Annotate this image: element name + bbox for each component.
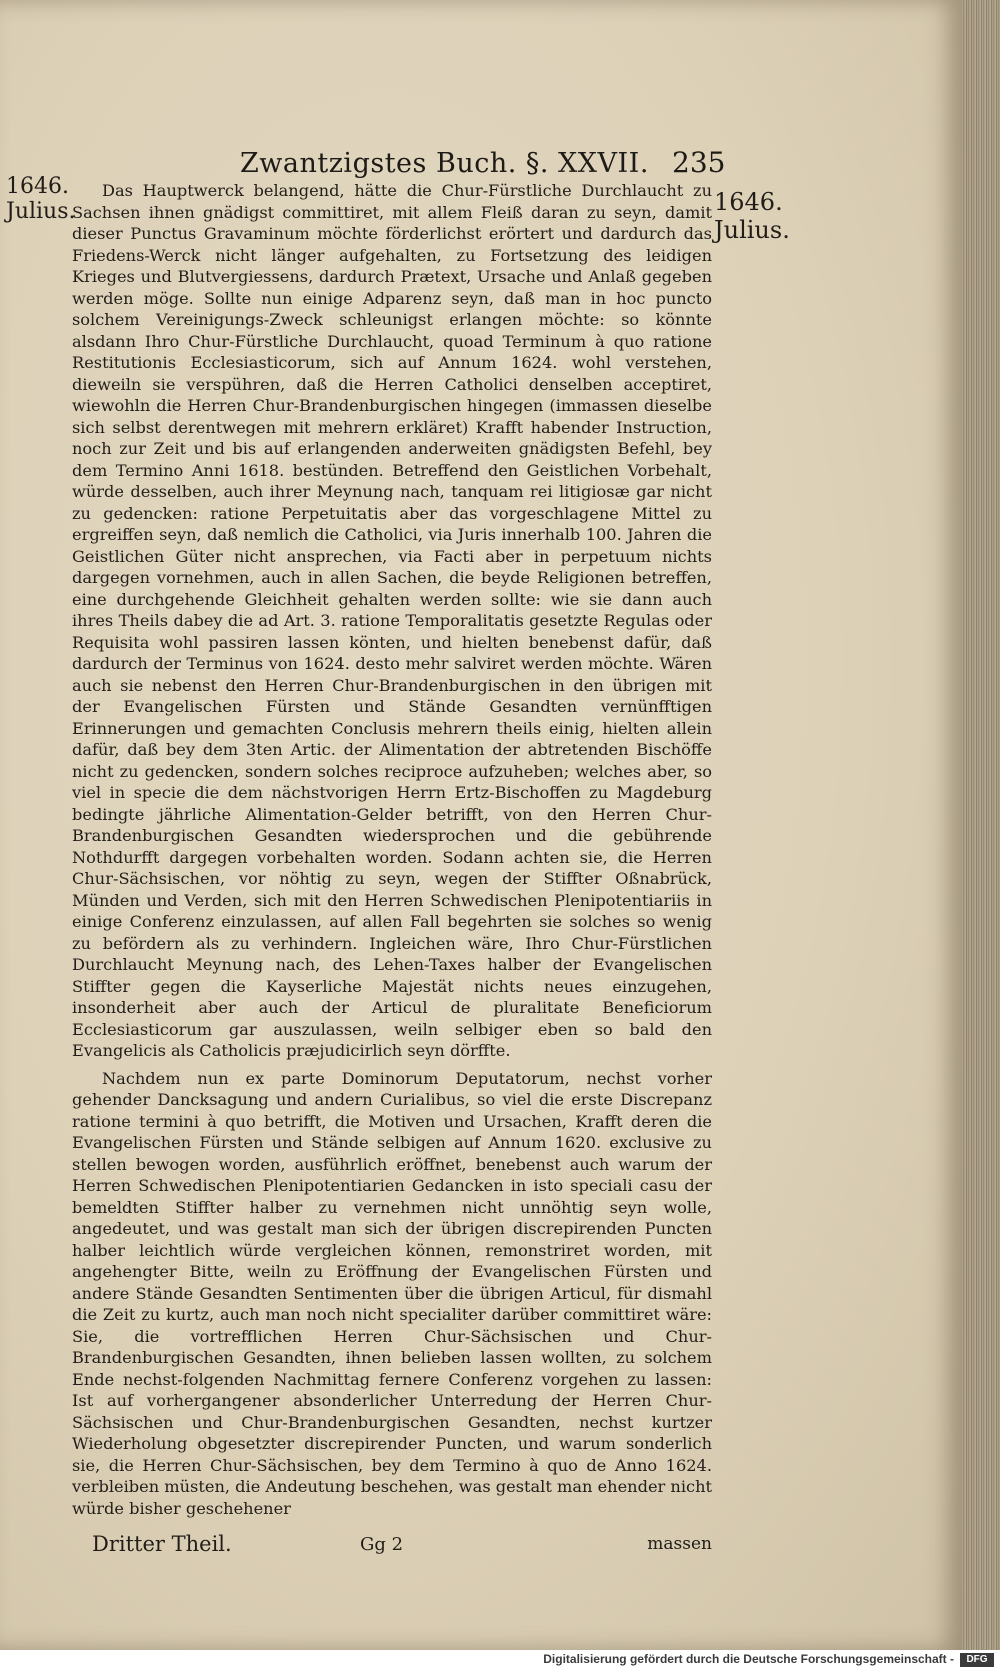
dfg-credit-text: Digitalisierung gefördert durch die Deutsche Forschungsgemeinschaft - [543, 1652, 954, 1666]
catchword: massen [647, 1534, 712, 1554]
credit-bar [0, 1650, 1000, 1670]
book-edge [962, 0, 1000, 1650]
dfg-logo-icon: DFG [960, 1653, 994, 1667]
left-margin-note [6, 174, 76, 224]
signature-mark: Gg 2 [360, 1534, 404, 1555]
right-margin-month: Julius. [714, 216, 790, 244]
page-footer [92, 1532, 712, 1558]
running-head: Zwantzigstes Buch. §. XXVII. [240, 148, 649, 179]
page-number: 235 [672, 146, 726, 179]
left-margin-month: Julius. [6, 199, 76, 224]
paragraph-2: Nachdem nun ex parte Dominorum Deputatorum, nechst vorher gehender Dancksagung und andern Curialibus, so viel die erste Discrepanz ratione termini à quo betrifft, die Motiven und Ursachen, Krafft deren die Evangelischen Fürsten und Stände selbigen auf Annum 1620. exclusive zu stellen bewogen worden, ausführlich eröffnet, benebenst auch warum der Herren Schwedischen Plenipotentiarien Gedancken in isto speciali casu der bemeldten Stiffter halber zu vernehmen nicht unnöhtig seyn wolle, angedeutet, und was gestalt man sich der übrigen discrepirenden Puncten halber leichtlich würde vergleichen können, remonstriret worden, mit angehengter Bitte, weiln zu Eröffnung der Evangelischen Fürsten und andere Stände Gesandten Sentimenten über die übrigen Articul, für dismahl die Zeit zu kurtz, auch man noch nicht specialiter darüber committiret wäre: Sie, die vortrefflichen Herren Chur-Sächsischen und Chur-Brandenburgischen Gesandten, ihnen belieben lassen wollten, zu solchem Ende nechst-folgenden Nachmittag fernere Conferenz vorgehen zu lassen: Ist auf vorhergangener absonderlicher Unterredung der Herren Chur-Sächsischen und Chur-Brandenburgischen Gesandten, nechst kurtzer Wiederholung obgesetzter discrepirender Puncten, und warum sonderlich sie, die Herren Chur-Sächsischen, bey dem Termino à quo de Anno 1624. verbleiben müsten, die Andeutung beschehen, was gestalt man ehender nicht würde bisher geschehener [72, 1068, 713, 1518]
left-margin-year: 1646. [6, 174, 69, 199]
paragraph-1: Das Hauptwerck belangend, hätte die Chur-Fürstliche Durchlaucht zu Sachsen ihnen gnädigst committiret, mit allem Fleiß daran zu seyn, damit dieser Punctus Gravaminum möchte förderlichst erörtert und dardurch das Friedens-Werck nicht länger aufgehalten, zu Fortsetzung des leidigen Krieges und Blutvergiessens, dardurch Prætext, Ursache und Anlaß gegeben werden möge. Sollte nun einige Adparenz seyn, daß man in hoc puncto solchem Vereinigungs-Zweck schleunigst erlangen möchte: so könnte alsdann Ihro Chur-Fürstliche Durchlaucht, quoad Terminum à quo ratione Restitutionis Ecclesiasticorum, sich auf Annum 1624. wohl verstehen, dieweiln sie verspühren, daß die Herren Catholici denselben acceptiret, wiewohln die Herren Chur-Brandenburgischen hingegen (immassen dieselbe sich selbst derentwegen mit mehrern erkläret) Krafft habender Instruction, noch zur Zeit und bis auf erlangenden anderweiten gnädigsten Befehl, bey dem Termino Anni 1618. bestünden. Betreffend den Geistlichen Vorbehalt, würde desselben, auch ihrer Meynung nach, tanquam rei litigiosæ gar nicht zu gedencken: ratione Perpetuitatis aber das vorgeschlagene Mittel zu ergreiffen seyn, daß nemlich die Catholici, via Juris innerhalb 100. Jahren die Geistlichen Güter nicht ansprechen, via Facti aber in perpetuum nichts dargegen vornehmen, auch in allen Sachen, die beyde Religionen betreffen, eine durchgehende Gleichheit gehalten werden sollte: wie sie dann auch ihres Theils dabey die ad Art. 3. ratione Temporalitatis gesetzte Regulas oder Requisita wohl passiren lassen könten, und hielten benebenst dafür, daß dardurch der Terminus von 1624. desto mehr salviret werden möchte. Wären auch sie nebenst den Herren Chur-Brandenburgischen in den übrigen mit der Evangelischen Fürsten und Stände Gesandten vernünfftigen Erinnerungen und gemachten Conclusis mehrern theils einig, hielten allein dafür, daß bey dem 3ten Artic. der Alimentation der abtretenden Bischöffe nicht zu gedencken, sondern solches reciproce aufzuheben; welches aber, so viel in specie die dem nächstvorigen Herrn Ertz-Bischoffen zu Magdeburg bedingte jährliche Alimentation-Gelder betrifft, von den Herren Chur-Brandenburgischen Gesandten wiedersprochen und die gebührende Nothdurfft dargegen vorbehalten worden. Sodann achten sie, die Herren Chur-Sächsischen, vor nöhtig zu seyn, wegen der Stiffter Oßnabrück, Münden und Verden, sich mit den Herren Schwedischen Plenipotentiariis in einige Conferenz einzulassen, auf allen Fall begehrten sie solches so wenig zu befördern als zu verhindern. Ingleichen wäre, Ihro Chur-Fürstlichen Durchlaucht Meynung nach, des Lehen-Taxes halber der Evangelischen Stiffter gegen die Kayserliche Majestät nichts neues einzugehen, insonderheit aber auch der Articul de pluralitate Beneficiorum Ecclesiasticorum gar auszulassen, weiln selbiger eben so bald den Evangelicis als Catholicis præjudicirlich seyn dörffte. [72, 181, 712, 1060]
signature-title: Dritter Theil. [92, 1532, 232, 1556]
right-margin-note [714, 188, 794, 244]
right-margin-year: 1646. [714, 188, 783, 216]
body-text [72, 180, 712, 1519]
